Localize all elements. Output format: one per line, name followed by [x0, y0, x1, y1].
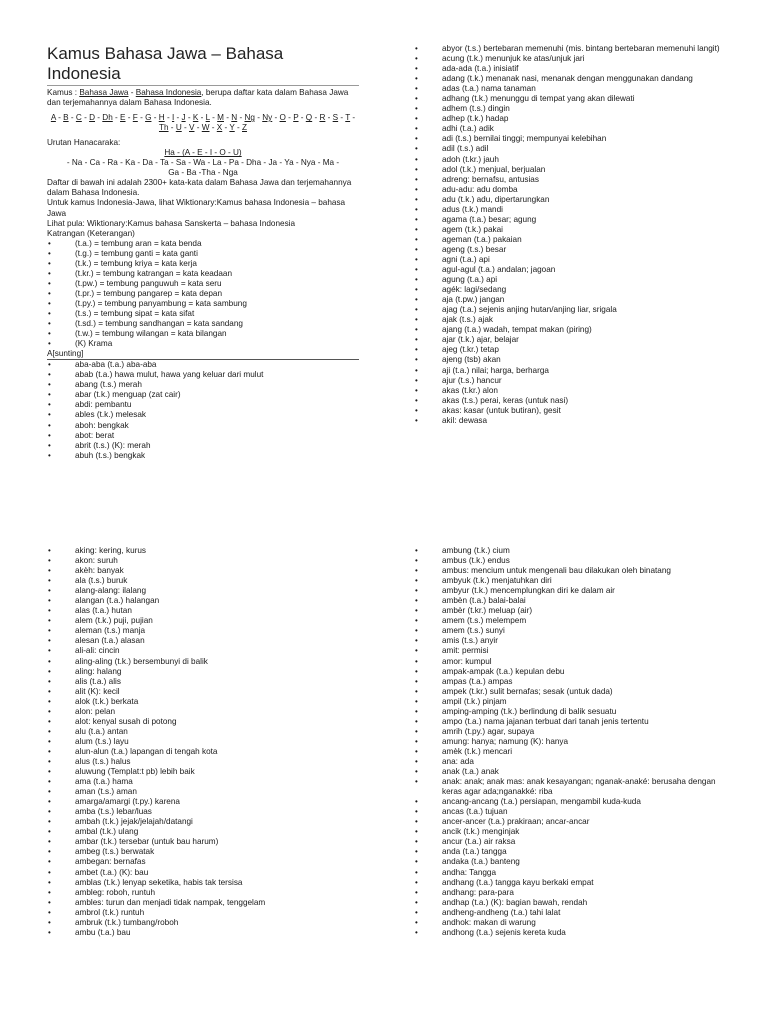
list-item: • aji (t.a.) nilai; harga, berharga	[414, 366, 736, 376]
list-item: • andaka (t.a.) banteng	[414, 857, 736, 867]
alphabet-separator: -	[338, 113, 346, 123]
alphabet-separator: -	[237, 113, 245, 123]
list-item: • adu (t.k.) adu, dipertarungkan	[414, 195, 736, 205]
list-item: • abrit (t.s.) (K): merah	[47, 441, 359, 451]
alphabet-separator: -	[164, 113, 172, 123]
list-item: • ables (t.k.) melesak	[47, 410, 359, 420]
alphabet-separator: -	[312, 113, 320, 123]
list-item: • amarga/amargi (t.py.) karena	[47, 797, 359, 807]
list-item: • ageman (t.a.) pakaian	[414, 235, 736, 245]
legend-item: • (t.kr.) = tembung katrangan = kata keadaan	[47, 269, 359, 279]
list-item: • akas (t.s.) perai, keras (untuk nasi)	[414, 396, 736, 406]
list-item: • aluwung (Templat:t pb) lebih baik	[47, 767, 359, 777]
alphabet-link[interactable]: Ng	[244, 113, 255, 123]
alphabet-link[interactable]: Th	[158, 123, 169, 133]
list-item: • ambung (t.k.) cium	[414, 546, 736, 556]
alphabet-link[interactable]: Z	[242, 123, 248, 133]
list-item: • adi (t.s.) bernilai tinggi; mempunyai kelebihan	[414, 134, 736, 144]
list-item: • ambles: turun dan menjadi tidak nampak, tenggelam	[47, 898, 359, 908]
list-item: • ana: ada	[414, 757, 736, 767]
alphabet-separator: -	[209, 123, 217, 133]
list-item: • alum (t.s.) layu	[47, 737, 359, 747]
list-item: • andhong (t.a.) sejenis kereta kuda	[414, 928, 736, 938]
list-item: • ambegan: bernafas	[47, 857, 359, 867]
list-item: • alu (t.a.) antan	[47, 727, 359, 737]
alphabet-separator: -	[112, 113, 121, 123]
alphabet-separator: -	[298, 113, 306, 123]
alphabet-separator: -	[272, 113, 280, 123]
list-item: • ampil (t.k.) pinjam	[414, 697, 736, 707]
alphabet-link[interactable]: M	[217, 113, 224, 123]
list-item: • ancer-ancer (t.a.) prakiraan; ancar-ancar	[414, 817, 736, 827]
alphabet-separator: -	[181, 123, 190, 133]
list-item: • ambruk (t.k.) tumbang/roboh	[47, 918, 359, 928]
list-item: • alit (K): kecil	[47, 687, 359, 697]
alphabet-link[interactable]: S	[332, 113, 339, 123]
list-item: • abdi: pembantu	[47, 400, 359, 410]
list-item: • aba-aba (t.a.) aba-aba	[47, 360, 359, 370]
alphabet-link[interactable]: H	[158, 113, 165, 123]
list-item: • amèk (t.k.) mencari	[414, 747, 736, 757]
list-item: • ambah (t.k.) jejak/jelajah/datangi	[47, 817, 359, 827]
alphabet-link[interactable]: Y	[229, 123, 235, 133]
paragraph-kamus-indonesia: Untuk kamus Indonesia-Jawa, lihat Wiktionary:Kamus bahasa Indonesia – bahasa Jawa	[47, 198, 346, 218]
alphabet-separator: -	[285, 113, 294, 123]
alphabet-link[interactable]: A	[50, 113, 56, 123]
list-item: • ancik (t.k.) menginjak	[414, 827, 736, 837]
alphabet-separator: -	[209, 113, 218, 123]
list-item: • akil: dewasa	[414, 416, 736, 426]
alphabet-link[interactable]: Ny	[262, 113, 273, 123]
list-item: • adu-adu: adu domba	[414, 185, 736, 195]
list-item: • amba (t.s.) lebar/luas	[47, 807, 359, 817]
legend-list	[47, 239, 359, 350]
link-bahasa-indonesia[interactable]: Bahasa Indonesia	[135, 88, 202, 97]
list-item: • anak: anak; anak mas: anak kesayangan; nganak-anaké: berusaha dengan keras agar ada;nganakké: riba	[414, 777, 736, 797]
alphabet-link[interactable]: E	[120, 113, 126, 123]
list-item: • akon: suruh	[47, 556, 359, 566]
legend-item: • (t.sd.) = tembung sandhangan = kata sandang	[47, 319, 359, 329]
list-item: • aling: halang	[47, 667, 359, 677]
alphabet-separator: -	[234, 123, 242, 133]
list-item: • ama (t.a.) hama	[47, 777, 359, 787]
alphabet-separator: -	[174, 113, 182, 123]
list-item: • abar (t.k.) menguap (zat cair)	[47, 390, 359, 400]
list-item: • abyor (t.s.) bertebaran memenuhi (mis. bintang bertebaran memenuhi langit)	[414, 44, 736, 54]
legend-item: • (K) Krama	[47, 339, 359, 349]
list-item: • alem (t.k.) puji, pujian	[47, 616, 359, 626]
legend-item: • (t.w.) = tembung wilangan = kata bilangan	[47, 329, 359, 339]
list-item: • akas: kasar (untuk butiran), gesit	[414, 406, 736, 416]
list-item: • aja (t.pw.) jangan	[414, 295, 736, 305]
alphabet-link[interactable]: J	[181, 113, 186, 123]
list-item: • ambar (t.k.) tersebar (untuk bau harum)	[47, 837, 359, 847]
alphabet-link[interactable]: Dh	[102, 113, 113, 123]
list-item: • adhem (t.s.) dingin	[414, 104, 736, 114]
list-item: • ajag (t.a.) sejenis anjing hutan/anjing liar, srigala	[414, 305, 736, 315]
entry-list-b	[414, 44, 736, 426]
alphabet-link[interactable]: G	[145, 113, 152, 123]
section-heading-a[interactable]: A[sunting]	[47, 349, 359, 360]
list-item: • agul-agul (t.a.) andalan; jagoan	[414, 265, 736, 275]
list-item: • alun-alun (t.a.) lapangan di tengah kota	[47, 747, 359, 757]
list-item: • ampas (t.a.) ampas	[414, 677, 736, 687]
list-item: • aleman (t.s.) manja	[47, 626, 359, 636]
legend-item: • (t.pr.) = tembung pangarep = kata depan	[47, 289, 359, 299]
list-item: • amis (t.s.) anyir	[414, 636, 736, 646]
list-item: • ambrol (t.k.) runtuh	[47, 908, 359, 918]
alphabet-link[interactable]: C	[75, 113, 82, 123]
list-item: • ajeng (tsb) akan	[414, 355, 736, 365]
legend-item: • (t.py.) = tembung panyambung = kata sambung	[47, 299, 359, 309]
list-item: • alis (t.a.) alis	[47, 677, 359, 687]
alphabet-link[interactable]: F	[132, 113, 138, 123]
intro-rest: , berupa daftar kata dalam Bahasa Jawa dan terjemahannya dalam Bahasa Indonesia.	[47, 88, 349, 108]
alphabet-link[interactable]: W	[201, 123, 210, 133]
alphabet-link[interactable]: N	[231, 113, 238, 123]
list-item: • ancas (t.a.) tujuan	[414, 807, 736, 817]
hanacaraka-row1: Ha - (A - E - I - O - U)	[164, 148, 242, 158]
list-item: • anak (t.a.) anak	[414, 767, 736, 777]
list-item: • agék: lagi/sedang	[414, 285, 736, 295]
list-item: • alot: kenyal susah di potong	[47, 717, 359, 727]
list-item: • agama (t.a.) besar; agung	[414, 215, 736, 225]
list-item: • akas (t.kr.) alon	[414, 386, 736, 396]
paragraph-katrangan: Katrangan (Keterangan)	[47, 228, 135, 238]
entry-list-a	[47, 360, 359, 460]
list-item: • ali-ali: cincin	[47, 646, 359, 656]
list-item: • ajur (t.s.) hancur	[414, 376, 736, 386]
alphabet-separator: -	[185, 113, 193, 123]
list-item: • alangan (t.a.) halangan	[47, 596, 359, 606]
hanacaraka-row2: - Na - Ca - Ra - Ka - Da - Ta - Sa - Wa - La - Pa - Dha - Ja - Ya - Nya - Ma -	[66, 158, 340, 168]
list-item: • ambyur (t.k.) mencemplungkan diri ke dalam air	[414, 586, 736, 596]
list-item: • amping-amping (t.k.) berlindung di balik sesuatu	[414, 707, 736, 717]
alphabet-separator: -	[254, 113, 263, 123]
list-item: • abab (t.a.) hawa mulut, hawa yang keluar dari mulut	[47, 370, 359, 380]
column-c	[47, 546, 359, 938]
alphabet-link[interactable]: T	[345, 113, 351, 123]
list-item: • ajang (t.a.) wadah, tempat makan (piring)	[414, 325, 736, 335]
list-item: • adas (t.a.) nama tanaman	[414, 84, 736, 94]
hanacaraka-label: Urutan Hanacaraka:	[47, 138, 121, 148]
list-item: • agung (t.a.) api	[414, 275, 736, 285]
list-item: • adoh (t.kr.) jauh	[414, 155, 736, 165]
paragraph-lihat-pula: Lihat pula: Wiktionary:Kamus bahasa Sanskerta – bahasa Indonesia	[47, 218, 296, 228]
list-item: • andheng-andheng (t.a.) tahi lalat	[414, 908, 736, 918]
list-item: • amem (t.s.) melempem	[414, 616, 736, 626]
list-item: • adus (t.k.) mandi	[414, 205, 736, 215]
alphabet-link[interactable]: P	[293, 113, 299, 123]
alphabet-link[interactable]: L	[205, 113, 210, 123]
alphabet-separator: -	[198, 113, 206, 123]
list-item: • anda (t.a.) tangga	[414, 847, 736, 857]
list-item: • alus (t.s.) halus	[47, 757, 359, 767]
list-item: • ancur (t.a.) air raksa	[414, 837, 736, 847]
alphabet-link[interactable]: I	[171, 113, 175, 123]
list-item: • andhang (t.a.) tangga kayu berkaki empat	[414, 878, 736, 888]
list-item: • alon: pelan	[47, 707, 359, 717]
list-item: • adil (t.s.) adil	[414, 144, 736, 154]
alphabet-link[interactable]: R	[319, 113, 326, 123]
list-item: • ala (t.s.) buruk	[47, 576, 359, 586]
list-item: • ambèr (t.kr.) meluap (air)	[414, 606, 736, 616]
intro-paragraph	[47, 88, 359, 108]
list-item: • andha: Tangga	[414, 868, 736, 878]
list-item: • alok (t.k.) berkata	[47, 697, 359, 707]
entry-list-c	[47, 546, 359, 938]
list-item: • ambyuk (t.k.) menjatuhkan diri	[414, 576, 736, 586]
list-item: • ada-ada (t.a.) inisiatif	[414, 64, 736, 74]
alphabet-separator: -	[194, 123, 202, 133]
alphabet-separator: -	[137, 113, 146, 123]
list-item: • agem (t.k.) pakai	[414, 225, 736, 235]
list-item: • ambèn (t.a.) balai-balai	[414, 596, 736, 606]
list-item: • aboh: bengkak	[47, 421, 359, 431]
list-item: • amem (t.s.) sunyi	[414, 626, 736, 636]
list-item: • adhi (t.a.) adik	[414, 124, 736, 134]
list-item: • aman (t.s.) aman	[47, 787, 359, 797]
column-d	[414, 546, 736, 938]
alphabet-separator: -	[55, 113, 64, 123]
list-item: • amit: permisi	[414, 646, 736, 656]
link-bahasa-jawa[interactable]: Bahasa Jawa	[79, 88, 129, 97]
list-item: • adol (t.k.) menjual, berjualan	[414, 165, 736, 175]
column-b	[414, 44, 736, 426]
list-item: • ajeg (t.kr.) tetap	[414, 345, 736, 355]
list-item: • andhang: para-para	[414, 888, 736, 898]
list-item: • abot: berat	[47, 431, 359, 441]
list-item: • abang (t.s.) merah	[47, 380, 359, 390]
list-item: • ajar (t.k.) ajar, belajar	[414, 335, 736, 345]
alphabet-link[interactable]: X	[216, 123, 223, 133]
alphabet-link[interactable]: B	[63, 113, 69, 123]
list-item: • aling-aling (t.k.) bersembunyi di balik	[47, 657, 359, 667]
list-item: • ancang-ancang (t.a.) persiapan, mengambil kuda-kuda	[414, 797, 736, 807]
list-item: • ampo (t.a.) nama jajanan terbuat dari tanah jenis tertentu	[414, 717, 736, 727]
alphabet-separator: -	[81, 113, 90, 123]
list-item: • adhang (t.k.) menunggu di tempat yang akan dilewati	[414, 94, 736, 104]
list-item: • ambal (t.k.) ulang	[47, 827, 359, 837]
entry-list-d	[414, 546, 736, 938]
list-item: • ajak (t.s.) ajak	[414, 315, 736, 325]
legend-item: • (t.pw.) = tembung panguwuh = kata seru	[47, 279, 359, 289]
list-item: • ambus (t.k.) endus	[414, 556, 736, 566]
column-a	[47, 44, 359, 461]
list-item: • amblas (t.k.) lenyap seketika, habis tak tersisa	[47, 878, 359, 888]
legend-item: • (t.s.) = tembung sipat = kata sifat	[47, 309, 359, 319]
intro-dash: -	[128, 88, 136, 97]
list-item: • adreng: bernafsu, antusias	[414, 175, 736, 185]
alphabet-separator: -	[222, 123, 230, 133]
list-item: • amor: kumpul	[414, 657, 736, 667]
alphabet-link[interactable]: D	[89, 113, 96, 123]
alphabet-separator: -	[125, 113, 133, 123]
list-item: • andhap (t.a.) (K): bagian bawah, rendah	[414, 898, 736, 908]
alphabet-separator: -	[95, 113, 103, 123]
list-item: • alang-alang: ilalang	[47, 586, 359, 596]
list-item: • ageng (t.s.) besar	[414, 245, 736, 255]
list-item: • ambet (t.a.) (K): bau	[47, 868, 359, 878]
paragraph-daftar: Daftar di bawah ini adalah 2300+ kata-kata dalam Bahasa Jawa dan terjemahannya dalam Bahasa Indonesia.	[47, 178, 352, 198]
alphabet-separator: -	[151, 113, 159, 123]
alphabet-separator: -	[325, 113, 333, 123]
list-item: • ambu (t.a.) bau	[47, 928, 359, 938]
list-item: • adhep (t.k.) hadap	[414, 114, 736, 124]
list-item: • andhok: makan di warung	[414, 918, 736, 928]
alphabet-link[interactable]: U	[175, 123, 182, 133]
list-item: • amung: hanya; namung (K): hanya	[414, 737, 736, 747]
alphabet-link[interactable]: O	[279, 113, 286, 123]
list-item: • alesan (t.a.) alasan	[47, 636, 359, 646]
list-item: • abuh (t.s.) bengkak	[47, 451, 359, 461]
alphabet-link[interactable]: Q	[305, 113, 313, 123]
legend-item: • (t.a.) = tembung aran = kata benda	[47, 239, 359, 249]
alphabet-separator: -	[168, 123, 176, 133]
list-item: • agni (t.a.) api	[414, 255, 736, 265]
list-item: • akèh: banyak	[47, 566, 359, 576]
list-item: • acung (t.k.) menunjuk ke atas/unjuk jari	[414, 54, 736, 64]
alphabet-separator: -	[68, 113, 76, 123]
list-item: • alas (t.a.) hutan	[47, 606, 359, 616]
hanacaraka-row3: Ga - Ba -Tha - Nga	[168, 168, 238, 178]
alphabet-separator: -	[224, 113, 232, 123]
page-title: Kamus Bahasa Jawa – Bahasa Indonesia	[47, 44, 359, 86]
list-item: • ampek (t.kr.) sulit bernafas; sesak (untuk dada)	[414, 687, 736, 697]
alphabet-separator: -	[350, 113, 356, 123]
kamus-label: Kamus :	[47, 88, 80, 97]
list-item: • ambus: mencium untuk mengenali bau dilakukan oleh binatang	[414, 566, 736, 576]
list-item: • ampak-ampak (t.a.) kepulan debu	[414, 667, 736, 677]
legend-item: • (t.g.) = tembung ganti = kata ganti	[47, 249, 359, 259]
alphabet-link[interactable]: V	[189, 123, 195, 133]
legend-item: • (t.k.) = tembung kriya = kata kerja	[47, 259, 359, 269]
list-item: • adang (t.k.) menanak nasi, menanak dengan menggunakan dandang	[414, 74, 736, 84]
alphabet-link[interactable]: K	[192, 113, 199, 123]
list-item: • amrih (t.py.) agar, supaya	[414, 727, 736, 737]
list-item: • aking: kering, kurus	[47, 546, 359, 556]
alphabet-index	[47, 113, 359, 133]
list-item: • ambeg (t.s.) berwatak	[47, 847, 359, 857]
list-item: • ambleg: roboh, runtuh	[47, 888, 359, 898]
